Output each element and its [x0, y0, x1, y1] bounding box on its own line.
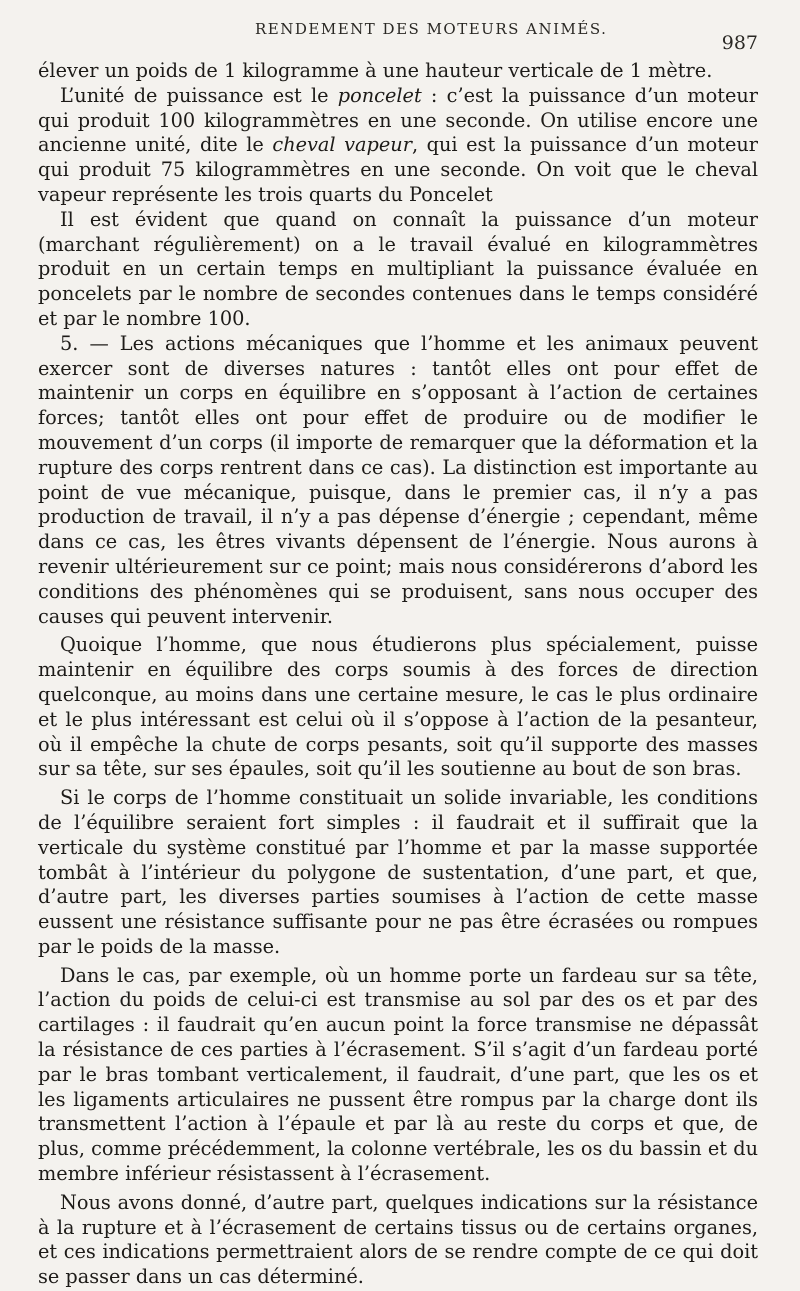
paragraph-2-part-b: : c’est la puissance d’un moteur qui produit 100 kilogrammètres en une seconde. On utilise encore une ancienne unité, dite le — [38, 83, 758, 157]
term-cheval-vapeur: cheval vapeur — [272, 133, 412, 157]
paragraph-7: Dans le cas, par exemple, où un homme porte un fardeau sur sa tête, l’action du poids de celui-ci est transmise au sol par des os et par des cartilages : il faudrait qu’en aucun point la force transmise ne dépassât la résistance de ces parties à l’écrasement. S’il s’agit d’un fardeau porté par le bras tombant verticalement, il faudrait, d’une part, que les os et les ligaments articulaires ne pussent être rompus par la charge dont ils transmettent l’action à l’épaule et par là au reste du corps et que, de plus, comme précédemment, la colonne vertébrale, les os du bassin et du membre inférieur résistassent à l’écrasement. — [38, 963, 758, 1186]
paragraph-5: Quoique l’homme, que nous étudierons plus spécialement, puisse maintenir en équilibre des corps soumis à des forces de direction quelconque, au moins dans une certaine mesure, le cas le plus ordinaire et le plus intéressant est celui où il s’oppose à l’action de la pesanteur, où il empêche la chute de corps pesants, soit qu’il supporte des masses sur sa tête, sur ses épaules, soit qu’il les soutienne au bout de son bras. — [38, 633, 758, 781]
paragraph-8: Nous avons donné, d’autre part, quelques indications sur la résistance à la rupture et à l’écrasement de certains tissus ou de certains organes, et ces indications permettraient alors de se rendre compte de ce qui doit se passer dans un cas déterminé. — [38, 1190, 758, 1289]
paragraph-1: élever un poids de 1 kilogramme à une hauteur verticale de 1 mètre. — [38, 59, 713, 82]
page-number: 987 — [721, 32, 758, 54]
paragraph-2-part-c: , qui est la puissance d’un moteur qui produit 75 kilogrammètres en une seconde. On voit que le cheval vapeur représente les trois quarts du Poncelet — [38, 133, 758, 206]
paragraph-2 — [38, 84, 758, 208]
paragraph-4-section-5: 5. — Les actions mécaniques que l’homme et les animaux peuvent exercer sont de diverses natures : tantôt elles ont pour effet de maintenir un corps en équilibre en s’opposant à l’action de certaines forces; tantôt elles ont pour effet de produire ou de modifier le mouvement d’un corps (il importe de remarquer que la déformation et la rupture des corps rentrent dans ce cas). La distinction est importante au point de vue mécanique, puisque, dans le premier cas, il n’y a pas production de travail, il n’y a pas dépense d’énergie ; cependant, même dans ce cas, les êtres vivants dépensent de l’énergie. Nous aurons à revenir ultérieurement sur ce point; mais nous considérerons d’abord les conditions des phénomènes qui se produisent, sans nous occuper des causes qui peuvent intervenir. — [38, 331, 758, 628]
term-poncelet: poncelet — [337, 83, 422, 107]
paragraph-3: Il est évident que quand on connaît la puissance d’un moteur (marchant régulièrement) on a le travail évalué en kilogrammètres produit en un certain temps en multipliant la puissance évaluée en poncelets par le nombre de secondes contenues dans le temps considéré et par le nombre 100. — [38, 207, 758, 330]
body-text — [38, 59, 758, 1290]
running-title: RENDEMENT DES MOTEURS ANIMÉS. — [255, 20, 608, 38]
paragraph-6: Si le corps de l’homme constituait un solide invariable, les conditions de l’équilibre seraient fort simples : il faudrait et il suffirait que la verticale du système constitué par l’homme et par la masse supportée tombât à l’intérieur du polygone de sustentation, d’une part, et que, d’autre part, les diverses parties soumises à l’action de cette masse eussent une résistance suffisante pour ne pas être écrasées ou rompues par le poids de la masse. — [38, 786, 758, 958]
paragraph-2-part-a: L’unité de puissance est le — [60, 83, 338, 107]
